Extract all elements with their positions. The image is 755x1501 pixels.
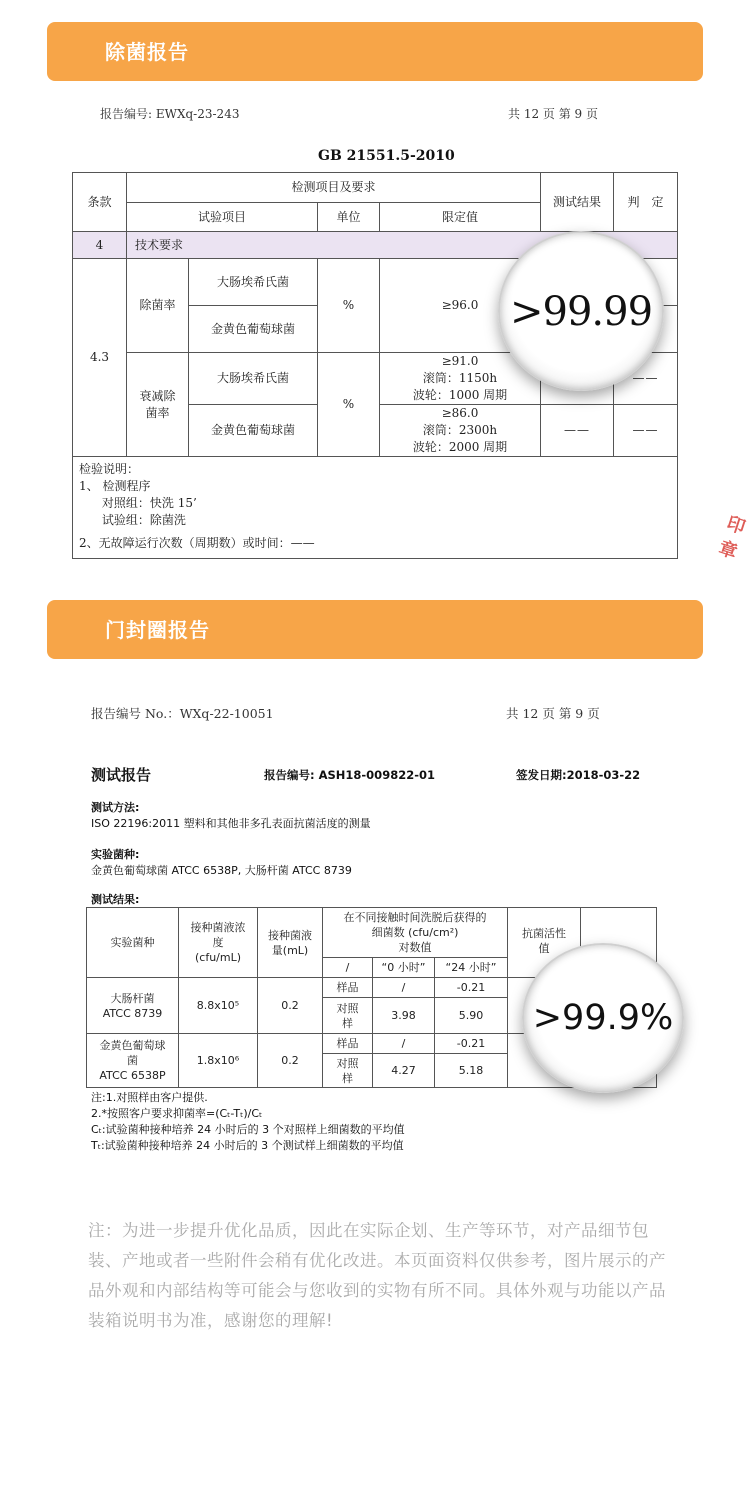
tech-requirements-label: 技术要求 [127, 232, 678, 259]
row-strain: 大肠杆菌 ATCC 8739 [87, 978, 179, 1034]
method-text: ISO 22196:2011 塑料和其他非多孔表面抗菌活度的测量 [91, 817, 371, 830]
note-line: 检验说明： [79, 462, 140, 476]
group-clause: 4.3 [73, 259, 127, 457]
header-concentration: 接种菌液浓 度 (cfu/mL) [179, 908, 258, 978]
tech-clause: 4 [73, 232, 127, 259]
note-line: 对照组：快洗 15’ [79, 496, 197, 510]
strain-ecoli: 大肠埃希氏菌 [189, 259, 318, 306]
subheader-24h: “24 小时” [435, 958, 508, 978]
row-sample-label: 样品 [323, 1034, 373, 1054]
header-verdict: 判 定 [614, 173, 678, 232]
section-banner-door-seal [47, 600, 703, 659]
note-line: 2、无故障运行次数（周期数）或时间：—— [79, 536, 315, 550]
header-result: 测试结果 [541, 173, 614, 232]
decay-rate-label: 衰减除 菌率 [127, 353, 189, 457]
page-indicator: 共 12 页 第 9 页 [508, 107, 598, 121]
section-title: 除菌报告 [105, 40, 189, 64]
strain-ecoli: 大肠埃希氏菌 [189, 353, 318, 405]
report-number: 报告编号 No.：WXq-22-10051 [91, 706, 274, 721]
removal-rate-label: 除菌率 [127, 259, 189, 353]
highlight-value: >99.9% [532, 998, 674, 1038]
row-volume: 0.2 [258, 978, 323, 1034]
unit-percent: % [318, 259, 380, 353]
header-clause: 条款 [73, 173, 127, 232]
subheader-0h: “0 小时” [373, 958, 435, 978]
header-unit: 单位 [318, 203, 380, 232]
section-title: 门封圈报告 [105, 618, 210, 642]
verdict-dash: —— [614, 353, 678, 405]
row-control-24h: 5.90 [435, 998, 508, 1034]
result-dash: —— [541, 405, 614, 457]
header-volume: 接种菌液 量(mL) [258, 908, 323, 978]
header-strain: 实验菌种 [87, 908, 179, 978]
row-concentration: 8.8x10⁵ [179, 978, 258, 1034]
note-line: Cₜ:试验菌种接种培养 24 小时后的 3 个对照样上细菌数的平均值 [91, 1123, 405, 1136]
row-sample-24h: -0.21 [435, 1034, 508, 1054]
strains-label: 实验菌种: [91, 848, 140, 861]
header-test-item: 试验项目 [127, 203, 318, 232]
stamp-fragment: 印章 [716, 512, 748, 564]
row-control-label: 对照 样 [323, 1054, 373, 1088]
strain-saureus: 金黄色葡萄球菌 [189, 306, 318, 353]
doc-title: 测试报告 [91, 766, 152, 784]
row-control-0h: 4.27 [373, 1054, 435, 1088]
row-control-label: 对照 样 [323, 998, 373, 1034]
unit-percent: % [318, 353, 380, 457]
header-limit: 限定值 [380, 203, 541, 232]
highlight-value: >99.99 [509, 289, 653, 335]
limit-decay-2: ≥86.0 滚筒：2300h 波轮：2000 周期 [380, 405, 541, 457]
magnifier-highlight [498, 231, 664, 391]
issue-date: 签发日期:2018-03-22 [516, 768, 641, 782]
inspection-notes [73, 457, 678, 559]
table-notes [91, 1090, 405, 1154]
row-sample-0h: / [373, 1034, 435, 1054]
magnifier-highlight [522, 943, 684, 1093]
row-sample-label: 样品 [323, 978, 373, 998]
strain-saureus: 金黄色葡萄球菌 [189, 405, 318, 457]
page-indicator: 共 12 页 第 9 页 [506, 706, 600, 721]
note-line: 试验组：除菌洗 [79, 513, 186, 527]
row-control-24h: 5.18 [435, 1054, 508, 1088]
doc-number: 报告编号: ASH18-009822-01 [264, 768, 435, 782]
header-bacteria-count: 在不同接触时间洗脱后获得的 细菌数 (cfu/cm²) 对数值 [323, 908, 508, 958]
header-items-requirements: 检测项目及要求 [127, 173, 541, 203]
limit-removal: ≥96.0 [380, 259, 541, 353]
standard-title: GB 21551.5-2010 [318, 148, 455, 164]
disclaimer-note: 注：为进一步提升优化品质，因此在实际企划、生产等环节，对产品细节包装、产地或者一些附件会稍有优化改进。本页面资料仅供参考，图片展示的产品外观和内部结构等可能会与您收到的实物有所不同。具体外观与功能以产品装箱说明书为准，感谢您的理解! [88, 1221, 666, 1330]
limit-decay-1: ≥91.0 滚筒：1150h 波轮：1000 周期 [380, 353, 541, 405]
row-sample-24h: -0.21 [435, 978, 508, 998]
report-number: 报告编号: EWXq-23-243 [100, 107, 240, 121]
row-sample-0h: / [373, 978, 435, 998]
note-line: 注:1.对照样由客户提供. [91, 1091, 208, 1104]
header-activity: 抗菌活性 值 [508, 908, 581, 978]
row-control-0h: 3.98 [373, 998, 435, 1034]
results-label: 测试结果: [91, 893, 140, 906]
section-banner-sterilization [47, 22, 703, 81]
row-concentration: 1.8x10⁶ [179, 1034, 258, 1088]
row-strain: 金黄色葡萄球 菌 ATCC 6538P [87, 1034, 179, 1088]
note-line: Tₜ:试验菌种接种培养 24 小时后的 3 个测试样上细菌数的平均值 [91, 1139, 404, 1152]
note-line: 1、 检测程序 [79, 479, 151, 493]
subheader-slash: / [323, 958, 373, 978]
method-label: 测试方法: [91, 801, 140, 814]
row-volume: 0.2 [258, 1034, 323, 1088]
strains-text: 金黄色葡萄球菌 ATCC 6538P, 大肠杆菌 ATCC 8739 [91, 864, 352, 877]
note-line: 2.*按照客户要求抑菌率=(Cₜ-Tₜ)/Cₜ [91, 1107, 263, 1120]
verdict-dash: —— [614, 405, 678, 457]
